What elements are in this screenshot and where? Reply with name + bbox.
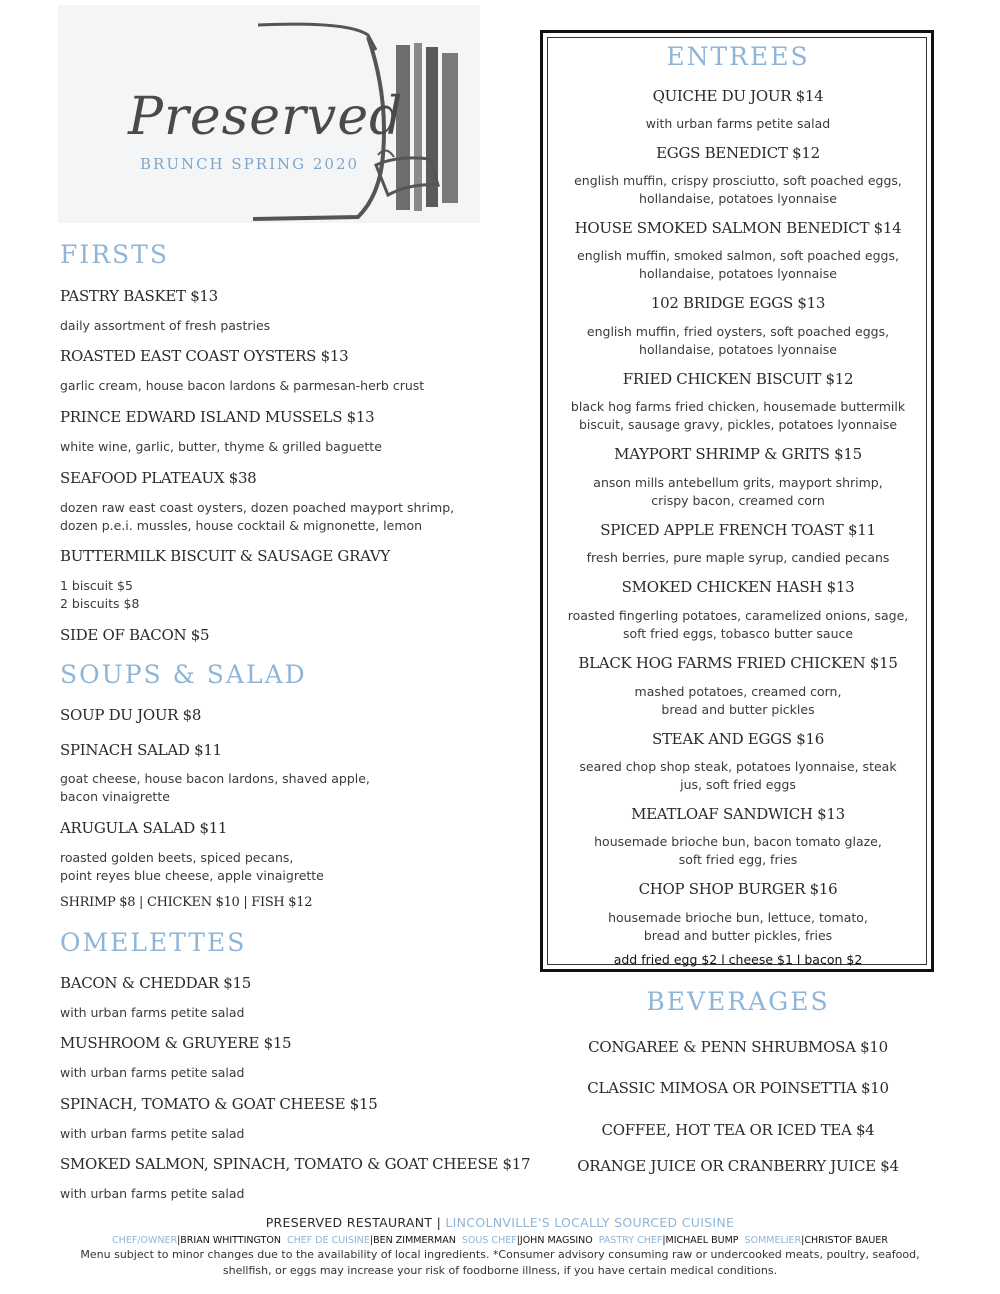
footer-separator: | [436, 1215, 446, 1230]
beverage-item: ORANGE JUICE OR CRANBERRY JUICE $4 [577, 1157, 899, 1175]
section-title-soups: SOUPS & SALAD [60, 660, 307, 689]
menu-item-desc: daily assortment of fresh pastries [60, 318, 271, 333]
footer-disclaimer [40, 1247, 960, 1279]
menu-item-desc: with urban farms petite salad [645, 116, 831, 131]
menu-season-subtitle: BRUNCH SPRING 2020 [140, 155, 360, 173]
restaurant-logo [58, 5, 480, 223]
menu-item-title: ARUGULA SALAD $11 [60, 819, 228, 837]
menu-item-title: CHOP SHOP BURGER $16 [638, 880, 838, 898]
menu-item-desc: english muffin, crispy prosciutto, soft poached eggs, [574, 173, 902, 188]
menu-item-desc: point reyes blue cheese, apple vinaigrette [60, 868, 324, 883]
menu-item-title: SPICED APPLE FRENCH TOAST $11 [600, 521, 876, 539]
menu-item-desc: 2 biscuits $8 [60, 596, 140, 611]
menu-item-desc: roasted fingerling potatoes, caramelized onions, sage, [567, 608, 909, 623]
staff-role: SOMMELIER [744, 1235, 802, 1246]
menu-item-title: PRINCE EDWARD ISLAND MUSSELS $13 [60, 408, 375, 426]
menu-item-title: PASTRY BASKET $13 [60, 287, 218, 305]
footer-restaurant-name: PRESERVED RESTAURANT [265, 1215, 433, 1230]
menu-item-title: BLACK HOG FARMS FRIED CHICKEN $15 [578, 654, 898, 672]
menu-item-title: SOUP DU JOUR $8 [60, 706, 202, 724]
entree-addons: add fried egg $2 l cheese $1 l bacon $2 [613, 952, 863, 967]
footer-staff-line: CHEF/OWNER|BRIAN WHITTINGTON CHEF DE CUISINE|BEN ZIMMERMAN SOUS CHEF|JOHN MAGSINO PASTRY CHEF|MICHAEL BUMP SOMMELIER|CHRISTOF BAUER [112, 1235, 888, 1246]
menu-item-title: 102 BRIDGE EGGS $13 [650, 294, 826, 312]
menu-item-desc: fresh berries, pure maple syrup, candied pecans [586, 550, 890, 565]
menu-item-desc: bread and butter pickles, fries [643, 928, 833, 943]
menu-item-title: QUICHE DU JOUR $14 [652, 87, 824, 105]
menu-item-title: STEAK AND EGGS $16 [652, 730, 824, 748]
menu-item-desc: housemade brioche bun, lettuce, tomato, [608, 910, 868, 925]
staff-role: PASTRY CHEF [598, 1235, 663, 1246]
beverage-item: COFFEE, HOT TEA OR ICED TEA $4 [601, 1121, 875, 1139]
menu-item-desc: soft fried eggs, tobasco butter sauce [622, 626, 854, 641]
menu-item-desc: english muffin, smoked salmon, soft poached eggs, [577, 248, 899, 263]
menu-item-title: EGGS BENEDICT $12 [656, 144, 820, 162]
beverage-item: CONGAREE & PENN SHRUBMOSA $10 [588, 1038, 888, 1056]
footer-restaurant-line [0, 1215, 1000, 1230]
menu-item-title: FRIED CHICKEN BISCUIT $12 [622, 370, 854, 388]
menu-item-desc: dozen raw east coast oysters, dozen poached mayport shrimp, [60, 500, 455, 515]
menu-item-title: SPINACH, TOMATO & GOAT CHEESE $15 [60, 1095, 378, 1113]
menu-item-desc: with urban farms petite salad [60, 1126, 245, 1141]
logo-script-text: Preserved [128, 87, 404, 147]
menu-item-desc: housemade brioche bun, bacon tomato glaze, [594, 834, 882, 849]
menu-item-desc: bacon vinaigrette [60, 789, 170, 804]
menu-item-desc: hollandaise, potatoes lyonnaise [639, 191, 837, 206]
menu-item-desc: garlic cream, house bacon lardons & parmesan-herb crust [60, 378, 425, 393]
section-title-entrees: ENTREES [666, 42, 810, 71]
menu-item-title: MEATLOAF SANDWICH $13 [631, 805, 845, 823]
menu-item-desc: hollandaise, potatoes lyonnaise [639, 266, 837, 281]
menu-item-desc: roasted golden beets, spiced pecans, [60, 850, 294, 865]
menu-item-desc: black hog farms fried chicken, housemade buttermilk [570, 399, 906, 414]
menu-item-title: ROASTED EAST COAST OYSTERS $13 [60, 347, 349, 365]
section-title-beverages: BEVERAGES [646, 987, 830, 1016]
menu-item-title: BACON & CHEDDAR $15 [60, 974, 252, 992]
menu-item-title: SPINACH SALAD $11 [60, 741, 222, 759]
menu-item-desc: crispy bacon, creamed corn [651, 493, 825, 508]
menu-item-desc: mashed potatoes, creamed corn, [634, 684, 842, 699]
footer-tagline: LINCOLNVILLE'S LOCALLY SOURCED CUISINE [445, 1215, 735, 1230]
menu-item-title: SIDE OF BACON $5 [60, 626, 210, 644]
menu-item-title: SMOKED SALMON, SPINACH, TOMATO & GOAT CHEESE $17 [60, 1155, 531, 1173]
menu-item-desc: english muffin, fried oysters, soft poached eggs, [586, 324, 890, 339]
menu-item-desc: with urban farms petite salad [60, 1186, 245, 1201]
menu-item-title: BUTTERMILK BISCUIT & SAUSAGE GRAVY [60, 547, 391, 565]
beverage-item: CLASSIC MIMOSA OR POINSETTIA $10 [587, 1079, 889, 1097]
section-title-omelettes: OMELETTES [60, 928, 247, 957]
menu-item-desc: bread and butter pickles [661, 702, 815, 717]
staff-name: CHRISTOF BAUER [804, 1235, 888, 1246]
staff-name: MICHAEL BUMP [665, 1235, 739, 1246]
menu-item-desc: white wine, garlic, butter, thyme & grilled baguette [60, 439, 382, 454]
menu-item-desc: biscuit, sausage gravy, pickles, potatoes lyonnaise [578, 417, 898, 432]
staff-name: BRIAN WHITTINGTON [180, 1235, 281, 1246]
disclaimer-line: shellfish, or eggs may increase your risk of foodborne illness, if you have certain medical conditions. [222, 1264, 778, 1277]
staff-name: JOHN MAGSINO [519, 1235, 593, 1246]
menu-item-desc: jus, soft fried eggs [680, 777, 796, 792]
disclaimer-line: Menu subject to minor changes due to the availability of local ingredients. *Consumer advisory consuming raw or undercooked meats, poultry, seafood, [80, 1248, 920, 1261]
menu-item-desc: with urban farms petite salad [60, 1065, 245, 1080]
menu-item-title: MUSHROOM & GRUYERE $15 [60, 1034, 292, 1052]
menu-item-desc: seared chop shop steak, potatoes lyonnaise, steak [579, 759, 897, 774]
staff-name: BEN ZIMMERMAN [373, 1235, 456, 1246]
menu-item-desc: dozen p.e.i. mussles, house cocktail & mignonette, lemon [60, 518, 423, 533]
menu-item-title: HOUSE SMOKED SALMON BENEDICT $14 [574, 219, 902, 237]
staff-role: CHEF DE CUISINE [286, 1235, 370, 1246]
menu-item-title: SEAFOOD PLATEAUX $38 [60, 469, 257, 487]
menu-item-desc: anson mills antebellum grits, mayport shrimp, [593, 475, 883, 490]
menu-item-desc: 1 biscuit $5 [60, 578, 133, 593]
menu-item-title: MAYPORT SHRIMP & GRITS $15 [614, 445, 862, 463]
menu-item-title: SMOKED CHICKEN HASH $13 [621, 578, 855, 596]
menu-item-desc: soft fried egg, fries [678, 852, 798, 867]
menu-item-desc: hollandaise, potatoes lyonnaise [639, 342, 837, 357]
staff-role: CHEF/OWNER [112, 1235, 178, 1246]
menu-item-desc: goat cheese, house bacon lardons, shaved apple, [60, 771, 370, 786]
menu-item-desc: with urban farms petite salad [60, 1005, 245, 1020]
staff-role: SOUS CHEF [461, 1235, 517, 1246]
section-title-firsts: FIRSTS [60, 240, 169, 269]
salad-addons: SHRIMP $8 | CHICKEN $10 | FISH $12 [60, 895, 313, 910]
